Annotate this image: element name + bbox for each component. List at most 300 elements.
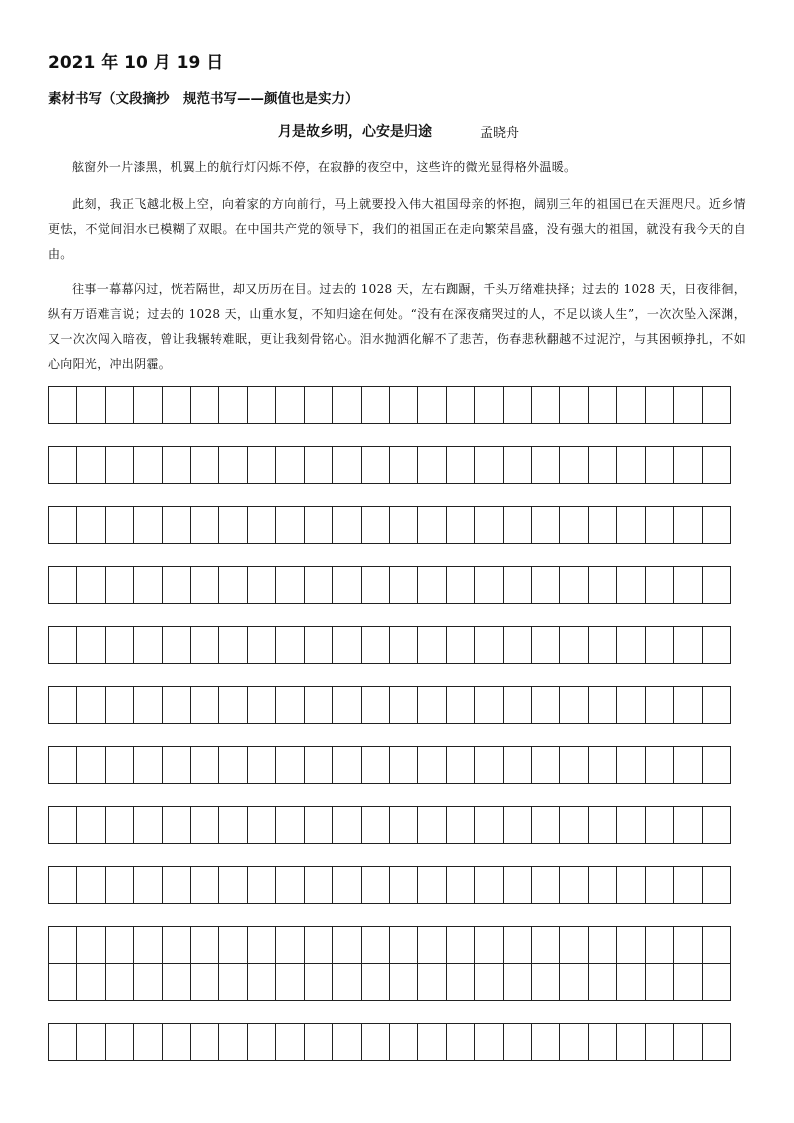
writing-grid-cell[interactable] [305,927,333,964]
writing-grid-cell[interactable] [248,1024,276,1061]
writing-grid-cell[interactable] [49,747,77,784]
writing-grid-cell[interactable] [134,447,162,484]
writing-grid-cell[interactable] [191,1024,219,1061]
writing-grid-cell[interactable] [49,687,77,724]
writing-grid-cell[interactable] [532,687,560,724]
writing-grid-cell[interactable] [589,387,617,424]
writing-grid-cell[interactable] [163,964,191,1001]
writing-grid-cell[interactable] [276,747,304,784]
writing-grid-cell[interactable] [475,627,503,664]
writing-grid-cell[interactable] [276,867,304,904]
writing-grid-cell[interactable] [248,387,276,424]
writing-grid-cell[interactable] [49,507,77,544]
writing-grid-cell[interactable] [475,807,503,844]
writing-grid-cell[interactable] [560,747,588,784]
writing-grid-cell[interactable] [703,627,731,664]
writing-grid-cell[interactable] [617,964,645,1001]
writing-grid-cell[interactable] [617,687,645,724]
writing-grid-cell[interactable] [617,1024,645,1061]
writing-grid-cell[interactable] [333,687,361,724]
writing-grid-cell[interactable] [219,687,247,724]
writing-grid-cell[interactable] [560,867,588,904]
writing-grid-cell[interactable] [333,747,361,784]
writing-grid-cell[interactable] [163,1024,191,1061]
writing-grid-block [48,866,731,904]
writing-grid-cell[interactable] [276,507,304,544]
writing-grid-cell[interactable] [191,387,219,424]
writing-grid-cell[interactable] [333,387,361,424]
writing-grid-cell[interactable] [532,927,560,964]
writing-grid-cell[interactable] [589,567,617,604]
writing-grid-cell[interactable] [77,927,105,964]
writing-grid-cell[interactable] [617,507,645,544]
writing-grid-cell[interactable] [617,867,645,904]
writing-grid-cell[interactable] [617,747,645,784]
writing-grid-cell[interactable] [703,927,731,964]
writing-grid-cell[interactable] [674,447,702,484]
writing-grid-cell[interactable] [362,387,390,424]
writing-grid-cell[interactable] [504,627,532,664]
writing-grid-cell[interactable] [49,567,77,604]
writing-grid-cell[interactable] [333,507,361,544]
writing-grid-cell[interactable] [560,507,588,544]
writing-grid-cell[interactable] [248,447,276,484]
writing-grid-cell[interactable] [674,964,702,1001]
writing-grid-cell[interactable] [703,964,731,1001]
writing-grid-cell[interactable] [305,387,333,424]
writing-grid-cell[interactable] [77,627,105,664]
writing-grid-cell[interactable] [191,747,219,784]
writing-grid-cell[interactable] [390,567,418,604]
writing-grid-cell[interactable] [532,747,560,784]
writing-grid-cell[interactable] [589,927,617,964]
writing-grid-cell[interactable] [219,567,247,604]
writing-grid-cell[interactable] [305,507,333,544]
writing-grid-cell[interactable] [77,387,105,424]
writing-grid-cell[interactable] [390,687,418,724]
writing-grid-cell[interactable] [49,807,77,844]
writing-grid-cell[interactable] [134,627,162,664]
writing-grid-cell[interactable] [163,867,191,904]
writing-grid-cell[interactable] [447,1024,475,1061]
writing-grid-cell[interactable] [106,964,134,1001]
writing-grid-cell[interactable] [475,567,503,604]
writing-grid-cell[interactable] [703,447,731,484]
writing-grid-cell[interactable] [276,964,304,1001]
writing-grid-cell[interactable] [703,567,731,604]
writing-grid-cell[interactable] [560,927,588,964]
writing-grid-cell[interactable] [703,747,731,784]
writing-grid-cell[interactable] [248,807,276,844]
writing-grid-cell[interactable] [390,807,418,844]
writing-grid-cell[interactable] [504,964,532,1001]
date-heading: 2021 年 10 月 19 日 [48,53,224,73]
writing-grid-cell[interactable] [504,507,532,544]
writing-grid-cell[interactable] [646,927,674,964]
writing-grid-cell[interactable] [191,687,219,724]
writing-grid-cell[interactable] [219,1024,247,1061]
writing-grid-cell[interactable] [646,387,674,424]
writing-grid-cell[interactable] [191,507,219,544]
writing-grid-cell[interactable] [560,687,588,724]
writing-grid-cell[interactable] [447,387,475,424]
writing-grid-cell[interactable] [219,627,247,664]
writing-grid-cell[interactable] [248,747,276,784]
writing-grid-cell[interactable] [418,867,446,904]
writing-grid-cell[interactable] [134,747,162,784]
writing-grid-cell[interactable] [617,387,645,424]
writing-grid-cell[interactable] [333,567,361,604]
writing-grid-cell[interactable] [333,627,361,664]
writing-grid-cell[interactable] [447,507,475,544]
writing-grid-cell[interactable] [163,807,191,844]
writing-grid-cell[interactable] [646,447,674,484]
writing-grid-cell[interactable] [674,867,702,904]
writing-grid-cell[interactable] [163,747,191,784]
writing-grid-cell[interactable] [504,387,532,424]
writing-grid-cell[interactable] [163,687,191,724]
writing-grid-cell[interactable] [560,387,588,424]
writing-grid-cell[interactable] [77,567,105,604]
writing-grid-cell[interactable] [390,747,418,784]
writing-grid-cell[interactable] [134,567,162,604]
writing-grid-cell[interactable] [390,627,418,664]
writing-grid-cell[interactable] [674,507,702,544]
writing-grid-cell[interactable] [248,567,276,604]
writing-grid-cell[interactable] [418,964,446,1001]
writing-grid-cell[interactable] [617,807,645,844]
writing-grid-block [48,566,731,604]
writing-grid-cell[interactable] [418,747,446,784]
writing-grid-cell[interactable] [418,567,446,604]
writing-grid-cell[interactable] [646,567,674,604]
writing-grid-cell[interactable] [589,964,617,1001]
writing-grid-cell[interactable] [49,447,77,484]
writing-grid-cell[interactable] [447,747,475,784]
writing-grid-cell[interactable] [305,567,333,604]
writing-grid-cell[interactable] [646,964,674,1001]
writing-grid-cell[interactable] [475,1024,503,1061]
writing-grid-cell[interactable] [560,964,588,1001]
writing-grid-cell[interactable] [504,447,532,484]
writing-grid-cell[interactable] [418,507,446,544]
writing-grid-cell[interactable] [703,387,731,424]
writing-grid-cell[interactable] [248,507,276,544]
writing-grid-cell[interactable] [248,964,276,1001]
writing-grid-cell[interactable] [362,1024,390,1061]
writing-grid-cell[interactable] [163,627,191,664]
writing-grid-cell[interactable] [504,687,532,724]
writing-grid-cell[interactable] [674,627,702,664]
writing-grid-cell[interactable] [305,807,333,844]
writing-grid-cell[interactable] [106,807,134,844]
writing-grid-cell[interactable] [447,867,475,904]
writing-grid-cell[interactable] [703,507,731,544]
writing-grid-cell[interactable] [532,867,560,904]
writing-grid-cell[interactable] [106,627,134,664]
writing-grid-cell[interactable] [617,447,645,484]
writing-grid-cell[interactable] [77,447,105,484]
writing-grid-cell[interactable] [674,567,702,604]
writing-grid-cell[interactable] [646,1024,674,1061]
writing-grid-cell[interactable] [418,387,446,424]
writing-grid-cell[interactable] [77,507,105,544]
writing-grid-cell[interactable] [49,627,77,664]
writing-grid-cell[interactable] [674,807,702,844]
writing-grid-block [48,1023,731,1061]
writing-grid-cell[interactable] [191,447,219,484]
writing-grid-cell[interactable] [106,1024,134,1061]
writing-grid-cell[interactable] [77,867,105,904]
writing-grid-cell[interactable] [134,1024,162,1061]
writing-grid-cell[interactable] [191,927,219,964]
writing-grid-cell[interactable] [106,687,134,724]
writing-grid-cell[interactable] [390,387,418,424]
writing-grid-cell[interactable] [418,687,446,724]
writing-grid-cell[interactable] [475,927,503,964]
writing-grid-cell[interactable] [333,964,361,1001]
writing-grid-cell[interactable] [447,807,475,844]
writing-grid-cell[interactable] [305,867,333,904]
writing-grid-cell[interactable] [191,964,219,1001]
writing-grid-cell[interactable] [219,927,247,964]
writing-grid-block [48,806,731,844]
writing-grid-cell[interactable] [532,507,560,544]
writing-grid-cell[interactable] [674,687,702,724]
writing-grid-cell[interactable] [248,687,276,724]
writing-grid-cell[interactable] [106,927,134,964]
writing-grid-cell[interactable] [475,747,503,784]
writing-grid-cell[interactable] [305,964,333,1001]
writing-grid-cell[interactable] [305,747,333,784]
writing-grid-cell[interactable] [560,627,588,664]
writing-grid-cell[interactable] [77,807,105,844]
writing-grid-cell[interactable] [305,687,333,724]
writing-grid-cell[interactable] [475,687,503,724]
writing-grid-cell[interactable] [163,387,191,424]
writing-grid-cell[interactable] [77,964,105,1001]
writing-grid-cell[interactable] [219,507,247,544]
writing-grid-cell[interactable] [333,927,361,964]
writing-grid-cell[interactable] [560,447,588,484]
essay-author: 孟晓舟 [480,126,520,141]
writing-grid-cell[interactable] [390,927,418,964]
writing-grid-cell[interactable] [191,807,219,844]
writing-grid-cell[interactable] [475,387,503,424]
writing-grid-cell[interactable] [49,387,77,424]
writing-grid-cell[interactable] [532,964,560,1001]
writing-grid-cell[interactable] [589,867,617,904]
writing-grid-cell[interactable] [49,964,77,1001]
writing-grid-cell[interactable] [703,687,731,724]
writing-grid-cell[interactable] [106,747,134,784]
writing-grid-cell[interactable] [276,627,304,664]
writing-grid-cell[interactable] [362,927,390,964]
writing-grid-cell[interactable] [617,927,645,964]
writing-grid-cell[interactable] [219,747,247,784]
writing-grid-cell[interactable] [589,507,617,544]
writing-grid-cell[interactable] [276,567,304,604]
writing-grid-cell[interactable] [219,867,247,904]
writing-grid-cell[interactable] [106,387,134,424]
writing-grid-cell[interactable] [191,567,219,604]
writing-grid-cell[interactable] [703,807,731,844]
writing-grid-cell[interactable] [532,447,560,484]
writing-grid-cell[interactable] [532,1024,560,1061]
writing-grid-cell[interactable] [134,927,162,964]
writing-grid-cell[interactable] [646,807,674,844]
writing-grid-cell[interactable] [305,627,333,664]
writing-grid-cell[interactable] [447,687,475,724]
writing-grid-cell[interactable] [560,807,588,844]
writing-grid-cell[interactable] [447,964,475,1001]
writing-grid-cell[interactable] [362,507,390,544]
writing-grid-cell[interactable] [77,1024,105,1061]
writing-grid-cell[interactable] [77,747,105,784]
writing-grid-cell[interactable] [617,627,645,664]
writing-grid-cell[interactable] [646,867,674,904]
writing-grid-cell[interactable] [390,447,418,484]
writing-grid-cell[interactable] [504,567,532,604]
writing-grid-cell[interactable] [504,927,532,964]
writing-grid-cell[interactable] [532,387,560,424]
writing-grid-cell[interactable] [589,1024,617,1061]
writing-grid-cell[interactable] [418,1024,446,1061]
writing-grid-cell[interactable] [447,567,475,604]
writing-grid-cell[interactable] [276,1024,304,1061]
writing-grid-cell[interactable] [106,567,134,604]
writing-grid-cell[interactable] [674,927,702,964]
writing-grid-cell[interactable] [390,1024,418,1061]
writing-grid-cell[interactable] [276,387,304,424]
writing-grid-cell[interactable] [276,807,304,844]
writing-grid-cell[interactable] [447,627,475,664]
writing-grid-cell[interactable] [703,1024,731,1061]
writing-grid-cell[interactable] [49,867,77,904]
writing-grid-cell[interactable] [49,927,77,964]
writing-grid-cell[interactable] [134,507,162,544]
writing-grid-cell[interactable] [362,867,390,904]
writing-grid-cell[interactable] [589,687,617,724]
writing-grid-cell[interactable] [106,507,134,544]
writing-grid-cell[interactable] [362,627,390,664]
writing-grid-block [48,626,731,664]
writing-grid-cell[interactable] [134,964,162,1001]
writing-grid-cell[interactable] [362,747,390,784]
writing-grid-cell[interactable] [418,447,446,484]
writing-grid-cell[interactable] [646,507,674,544]
writing-grid-cell[interactable] [560,567,588,604]
writing-grid-cell[interactable] [532,807,560,844]
writing-grid-cell[interactable] [49,1024,77,1061]
writing-grid-cell[interactable] [333,447,361,484]
writing-grid-cell[interactable] [191,627,219,664]
writing-grid-cell[interactable] [106,447,134,484]
writing-grid-cell[interactable] [362,447,390,484]
writing-grid-cell[interactable] [276,447,304,484]
writing-grid-cell[interactable] [418,927,446,964]
writing-grid-cell[interactable] [532,627,560,664]
writing-grid-cell[interactable] [646,627,674,664]
writing-grid-cell[interactable] [532,567,560,604]
writing-grid-cell[interactable] [134,687,162,724]
writing-grid-cell[interactable] [674,747,702,784]
writing-grid-cell[interactable] [219,964,247,1001]
essay-paragraph-3: 往事一幕幕闪过，恍若隔世，却又历历在目。过去的 1028 天，左右踟蹰，千头万绪难抉择；过去的 1028 天，日夜徘徊，纵有万语难言说；过去的 1028 天，山重水复，不知归途在何处。“没有在深夜痛哭过的人，不足以谈人生”，一次次坠入深渊，又一次次闯入暗夜，曾让我辗转难眠，更让我刻骨铭心。泪水抛洒化解不了悲苦，伤春悲秋翻越不过泥泞，与其困顿挣扎，不如心向阳光，冲出阴霾。 [48,282,746,371]
writing-grid-cell[interactable] [475,964,503,1001]
writing-grid-cell[interactable] [418,627,446,664]
writing-grid-cell[interactable] [333,1024,361,1061]
writing-grid-cell[interactable] [362,567,390,604]
writing-grid-cell[interactable] [362,964,390,1001]
writing-grid-cell[interactable] [134,387,162,424]
writing-grid-cell[interactable] [248,627,276,664]
writing-grid-cell[interactable] [646,747,674,784]
writing-grid-cell[interactable] [362,807,390,844]
writing-grid-cell[interactable] [390,867,418,904]
writing-grid-cell[interactable] [560,1024,588,1061]
writing-grid-block [48,386,731,424]
writing-grid-cell[interactable] [447,927,475,964]
writing-grid-cell[interactable] [589,447,617,484]
writing-grid-cell[interactable] [191,867,219,904]
writing-grid-cell[interactable] [703,867,731,904]
writing-grid-cell[interactable] [390,964,418,1001]
writing-grid-cell[interactable] [163,927,191,964]
writing-grid-cell[interactable] [134,867,162,904]
writing-grid-cell[interactable] [362,687,390,724]
writing-grid-cell[interactable] [305,1024,333,1061]
writing-grid-cell[interactable] [163,447,191,484]
writing-grid-block [48,446,731,484]
writing-grid-cell[interactable] [589,627,617,664]
writing-grid-cell[interactable] [134,807,162,844]
writing-grid-cell[interactable] [219,387,247,424]
writing-grid-cell[interactable] [77,687,105,724]
writing-grid-cell[interactable] [504,807,532,844]
writing-grid-cell[interactable] [248,867,276,904]
writing-grid-cell[interactable] [617,567,645,604]
writing-grid-cell[interactable] [475,447,503,484]
writing-grid-cell[interactable] [390,507,418,544]
writing-grid-cell[interactable] [333,807,361,844]
writing-grid-cell[interactable] [475,867,503,904]
writing-grid-block [48,506,731,544]
writing-grid-cell[interactable] [674,1024,702,1061]
writing-grid-cell[interactable] [163,507,191,544]
writing-grid-cell[interactable] [276,687,304,724]
writing-grid-cell[interactable] [589,807,617,844]
writing-grid-cell[interactable] [219,447,247,484]
writing-grid-cell[interactable] [674,387,702,424]
writing-grid-cell[interactable] [504,747,532,784]
writing-grid-cell[interactable] [418,807,446,844]
writing-grid-block [48,686,731,724]
writing-grid-cell[interactable] [333,867,361,904]
writing-grid-cell[interactable] [248,927,276,964]
writing-grid-cell[interactable] [305,447,333,484]
writing-grid-cell[interactable] [276,927,304,964]
writing-grid-cell[interactable] [504,1024,532,1061]
writing-grid-cell[interactable] [475,507,503,544]
writing-grid-cell[interactable] [447,447,475,484]
writing-grid-cell[interactable] [589,747,617,784]
writing-grid-cell[interactable] [504,867,532,904]
writing-grid-cell[interactable] [106,867,134,904]
writing-grid-cell[interactable] [646,687,674,724]
writing-grid-cell[interactable] [163,567,191,604]
writing-grid-cell[interactable] [219,807,247,844]
